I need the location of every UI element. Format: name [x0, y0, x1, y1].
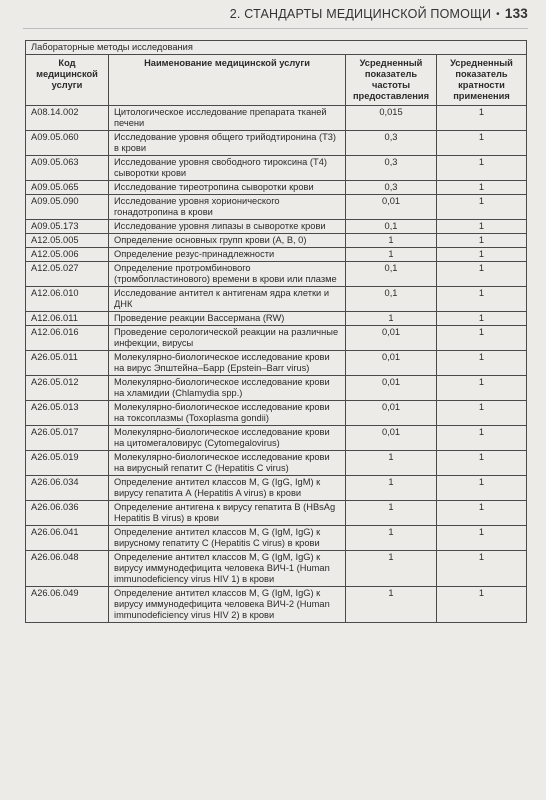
header-rule — [23, 28, 528, 29]
service-code: A12.05.006 — [26, 248, 109, 262]
service-code: A26.05.017 — [26, 426, 109, 451]
service-code: A26.06.049 — [26, 587, 109, 623]
multiplicity-value: 1 — [437, 426, 527, 451]
multiplicity-value: 1 — [437, 312, 527, 326]
service-code: A26.06.036 — [26, 501, 109, 526]
multiplicity-value: 1 — [437, 326, 527, 351]
service-code: A26.06.034 — [26, 476, 109, 501]
col-header-multiplicity: Усредненный показатель кратности применения — [437, 55, 527, 106]
service-code: A26.05.013 — [26, 401, 109, 426]
service-code: A12.06.016 — [26, 326, 109, 351]
multiplicity-value: 1 — [437, 181, 527, 195]
service-code: A12.06.010 — [26, 287, 109, 312]
service-code: A09.05.060 — [26, 131, 109, 156]
service-name: Определение протромбинового (тромбопластинового) времени в крови или плазме — [109, 262, 346, 287]
multiplicity-value: 1 — [437, 451, 527, 476]
frequency-value: 0,01 — [346, 401, 437, 426]
service-code: A09.05.173 — [26, 220, 109, 234]
table-row — [26, 426, 527, 451]
table-row — [26, 312, 527, 326]
running-header — [0, 6, 528, 21]
table-row — [26, 262, 527, 287]
service-code: A09.05.090 — [26, 195, 109, 220]
multiplicity-value: 1 — [437, 106, 527, 131]
table-caption: Лабораторные методы исследования — [26, 41, 527, 55]
service-code: A26.05.012 — [26, 376, 109, 401]
service-code: A12.06.011 — [26, 312, 109, 326]
table-row — [26, 476, 527, 501]
col-header-code: Код медицинской услуги — [26, 55, 109, 106]
service-code: A09.05.065 — [26, 181, 109, 195]
multiplicity-value: 1 — [437, 501, 527, 526]
multiplicity-value: 1 — [437, 195, 527, 220]
service-name: Исследование уровня липазы в сыворотке крови — [109, 220, 346, 234]
multiplicity-value: 1 — [437, 587, 527, 623]
table-row — [26, 106, 527, 131]
service-name: Исследование уровня общего трийодтиронина (Т3) в крови — [109, 131, 346, 156]
table-row — [26, 551, 527, 587]
header-row — [26, 55, 527, 106]
service-name: Проведение реакции Вассермана (RW) — [109, 312, 346, 326]
multiplicity-value: 1 — [437, 234, 527, 248]
frequency-value: 1 — [346, 248, 437, 262]
table-row — [26, 181, 527, 195]
table-row — [26, 248, 527, 262]
table-row — [26, 401, 527, 426]
table-row — [26, 220, 527, 234]
table-row — [26, 287, 527, 312]
service-name: Молекулярно-биологическое исследование крови на цитомегаловирус (Cytomegalovirus) — [109, 426, 346, 451]
col-header-name: Наименование медицинской услуги — [109, 55, 346, 106]
frequency-value: 1 — [346, 587, 437, 623]
chapter-title: 2. СТАНДАРТЫ МЕДИЦИНСКОЙ ПОМОЩИ — [229, 7, 492, 21]
table-row — [26, 351, 527, 376]
service-code: A08.14.002 — [26, 106, 109, 131]
multiplicity-value: 1 — [437, 351, 527, 376]
table-row — [26, 131, 527, 156]
frequency-value: 0,01 — [346, 426, 437, 451]
service-name: Молекулярно-биологическое исследование крови на вирус Эпштейна–Барр (Epstein–Barr virus) — [109, 351, 346, 376]
service-code: A26.05.019 — [26, 451, 109, 476]
service-name: Определение антигена к вирусу гепатита В (HBsAg Hepatitis B virus) в крови — [109, 501, 346, 526]
service-name: Определение антител классов М, G (IgM, IgG) к вирусу иммунодефицита человека ВИЧ-2 (Human immunodeficiency virus HIV 2) в крови — [109, 587, 346, 623]
service-name: Определение антител классов М, G (IgM, IgG) к вирусу иммунодефицита человека ВИЧ-1 (Human immunodeficiency virus HIV 1) в крови — [109, 551, 346, 587]
multiplicity-value: 1 — [437, 376, 527, 401]
col-header-frequency: Усредненный показатель частоты предоставления — [346, 55, 437, 106]
multiplicity-value: 1 — [437, 401, 527, 426]
table-row — [26, 156, 527, 181]
service-code: A12.05.027 — [26, 262, 109, 287]
frequency-value: 0,3 — [346, 156, 437, 181]
lab-methods-table — [25, 40, 527, 623]
frequency-value: 0,3 — [346, 131, 437, 156]
service-name: Определение антител классов М, G (IgG, IgM) к вирусу гепатита А (Hepatitis A virus) в крови — [109, 476, 346, 501]
table-row — [26, 376, 527, 401]
multiplicity-value: 1 — [437, 287, 527, 312]
service-name: Молекулярно-биологическое исследование крови на хламидии (Chlamydia spp.) — [109, 376, 346, 401]
service-code: A26.05.011 — [26, 351, 109, 376]
frequency-value: 0,1 — [346, 220, 437, 234]
frequency-value: 0,1 — [346, 262, 437, 287]
table-row — [26, 195, 527, 220]
frequency-value: 1 — [346, 476, 437, 501]
service-name: Определение антител классов М, G (IgM, IgG) к вирусному гепатиту С (Hepatitis C virus) в крови — [109, 526, 346, 551]
page-number: 133 — [504, 6, 528, 21]
service-code: A26.06.041 — [26, 526, 109, 551]
frequency-value: 1 — [346, 501, 437, 526]
table-row — [26, 234, 527, 248]
service-code: A09.05.063 — [26, 156, 109, 181]
table-row — [26, 526, 527, 551]
table-row — [26, 451, 527, 476]
service-name: Проведение серологической реакции на различные инфекции, вирусы — [109, 326, 346, 351]
frequency-value: 0,015 — [346, 106, 437, 131]
table-row — [26, 326, 527, 351]
service-name: Определение основных групп крови (А, В, 0) — [109, 234, 346, 248]
frequency-value: 0,3 — [346, 181, 437, 195]
multiplicity-value: 1 — [437, 220, 527, 234]
multiplicity-value: 1 — [437, 156, 527, 181]
service-name: Определение резус-принадлежности — [109, 248, 346, 262]
service-name: Исследование уровня хорионического гонадотропина в крови — [109, 195, 346, 220]
multiplicity-value: 1 — [437, 131, 527, 156]
multiplicity-value: 1 — [437, 526, 527, 551]
table-row — [26, 587, 527, 623]
frequency-value: 1 — [346, 234, 437, 248]
service-name: Исследование тиреотропина сыворотки крови — [109, 181, 346, 195]
service-name: Исследование уровня свободного тироксина (Т4) сыворотки крови — [109, 156, 346, 181]
table-row — [26, 501, 527, 526]
service-name: Молекулярно-биологическое исследование крови на токсоплазмы (Toxoplasma gondii) — [109, 401, 346, 426]
frequency-value: 1 — [346, 451, 437, 476]
frequency-value: 0,01 — [346, 376, 437, 401]
service-code: A12.05.005 — [26, 234, 109, 248]
multiplicity-value: 1 — [437, 262, 527, 287]
frequency-value: 1 — [346, 312, 437, 326]
multiplicity-value: 1 — [437, 551, 527, 587]
service-name: Цитологическое исследование препарата тканей печени — [109, 106, 346, 131]
frequency-value: 0,01 — [346, 351, 437, 376]
frequency-value: 0,1 — [346, 287, 437, 312]
frequency-value: 1 — [346, 551, 437, 587]
multiplicity-value: 1 — [437, 476, 527, 501]
service-name: Исследование антител к антигенам ядра клетки и ДНК — [109, 287, 346, 312]
header-separator: • — [496, 9, 500, 20]
frequency-value: 1 — [346, 526, 437, 551]
frequency-value: 0,01 — [346, 195, 437, 220]
frequency-value: 0,01 — [346, 326, 437, 351]
service-code: A26.06.048 — [26, 551, 109, 587]
service-name: Молекулярно-биологическое исследование крови на вирусный гепатит С (Hepatitis C virus) — [109, 451, 346, 476]
caption-row — [26, 41, 527, 55]
multiplicity-value: 1 — [437, 248, 527, 262]
